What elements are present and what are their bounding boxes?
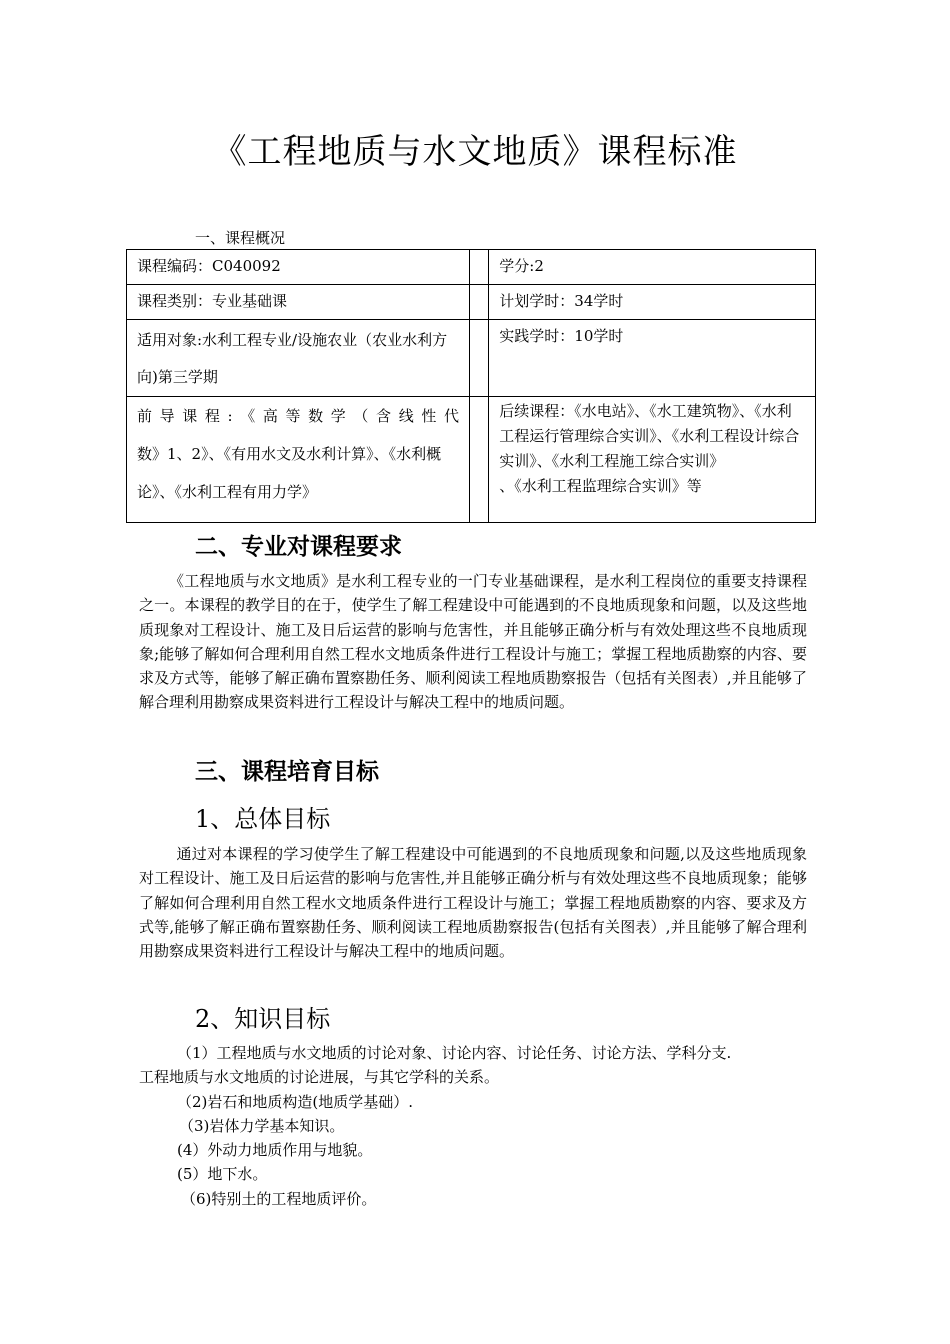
section-heading-goals: 三、课程培育目标 xyxy=(195,759,379,785)
practice-hours-cell: 实践学时：10学时 xyxy=(489,320,816,397)
overall-goal-paragraph: 通过对本课程的学习使学生了解工程建设中可能遇到的不良地质现象和问题,以及这些地质现象对工程设计、施工及日后运营的影响与危害性,并且能够正确分析与有效处理这些不良地质现象；能够了解如何合理利用自然工程水文地质条件进行工程设计与施工；掌握工程地质勘察的内容、要求及方式等,能够了解正确布置察勘任务、顺利阅读工程地质勘察报告(包括有关图表）,并且能够了解合理利用勘察成果资料进行工程设计与解决工程中的地质问题。 xyxy=(139,845,807,961)
followup-courses-text: 后续课程：《水电站》、《水工建筑物》、《水利工程运行管理综合实训》、《水利工程设计综合实训》、《水利工程施工综合实训》 xyxy=(499,402,800,470)
followup-courses-cell xyxy=(489,397,816,523)
followup-courses-last: 、《水利工程监理综合实训》等 xyxy=(499,477,702,495)
section-heading-overview: 一、课程概况 xyxy=(195,229,286,247)
course-info-table xyxy=(126,249,816,523)
prerequisite-courses-cell xyxy=(127,397,470,523)
credit-cell: 学分:2 xyxy=(489,250,816,285)
section-heading-requirements: 二、专业对课程要求 xyxy=(195,534,402,560)
list-item: （3)岩体力学基本知识。 xyxy=(179,1116,345,1135)
course-code-cell: 课程编码：C040092 xyxy=(127,250,470,285)
prerequisite-line-1: 前导课程:《高等数学（含线性代 xyxy=(137,407,459,425)
list-item: （2)岩石和地质构造(地质学基础）. xyxy=(177,1092,414,1111)
requirements-paragraph: 《工程地质与水文地质》是水利工程专业的一门专业基础课程，是水利工程岗位的重要支持课程之一。本课程的教学目的在于，使学生了解工程建设中可能遇到的不良地质现象和问题，以及这些地质现象对工程设计、施工及日后运营的影响与危害性，并且能够正确分析与有效处理这些不良地质现象;能够了解如何合理利用自然工程水文地质条件进行工程设计与施工；掌握工程地质勘察的内容、要求及方式等，能够了解正确布置察勘任务、顺利阅读工程地质勘察报告（包括有关图表）,并且能够了解合理利用勘察成果资料进行工程设计与解决工程中的地质问题。 xyxy=(139,572,807,712)
planned-hours-cell: 计划学时：34学时 xyxy=(489,285,816,320)
target-audience-cell: 适用对象:水利工程专业/设施农业（农业水利方向)第三学期 xyxy=(127,320,470,397)
list-item: (4）外动力地质作用与地貌。 xyxy=(177,1141,373,1160)
list-item: 工程地质与水文地质的讨论进展，与其它学科的关系。 xyxy=(139,1068,500,1087)
subheading-overall-goal: 1、总体目标 xyxy=(195,805,331,833)
course-category-cell: 课程类别：专业基础课 xyxy=(127,285,470,320)
list-item: （6)特别土的工程地质评价。 xyxy=(181,1189,377,1208)
subheading-knowledge-goal: 2、知识目标 xyxy=(195,1005,331,1033)
knowledge-goal-list xyxy=(139,1041,819,1211)
list-item: (5）地下水。 xyxy=(177,1165,268,1184)
list-item: （1）工程地质与水文地质的讨论对象、讨论内容、讨论任务、讨论方法、学科分支. xyxy=(177,1044,732,1062)
prerequisite-line-2: 数》1、2》、《有用水文及水利计算》、《水利概论》、《水利工程有用力学》 xyxy=(137,445,442,501)
document-title: 《工程地质与水文地质》课程标准 xyxy=(212,132,738,172)
